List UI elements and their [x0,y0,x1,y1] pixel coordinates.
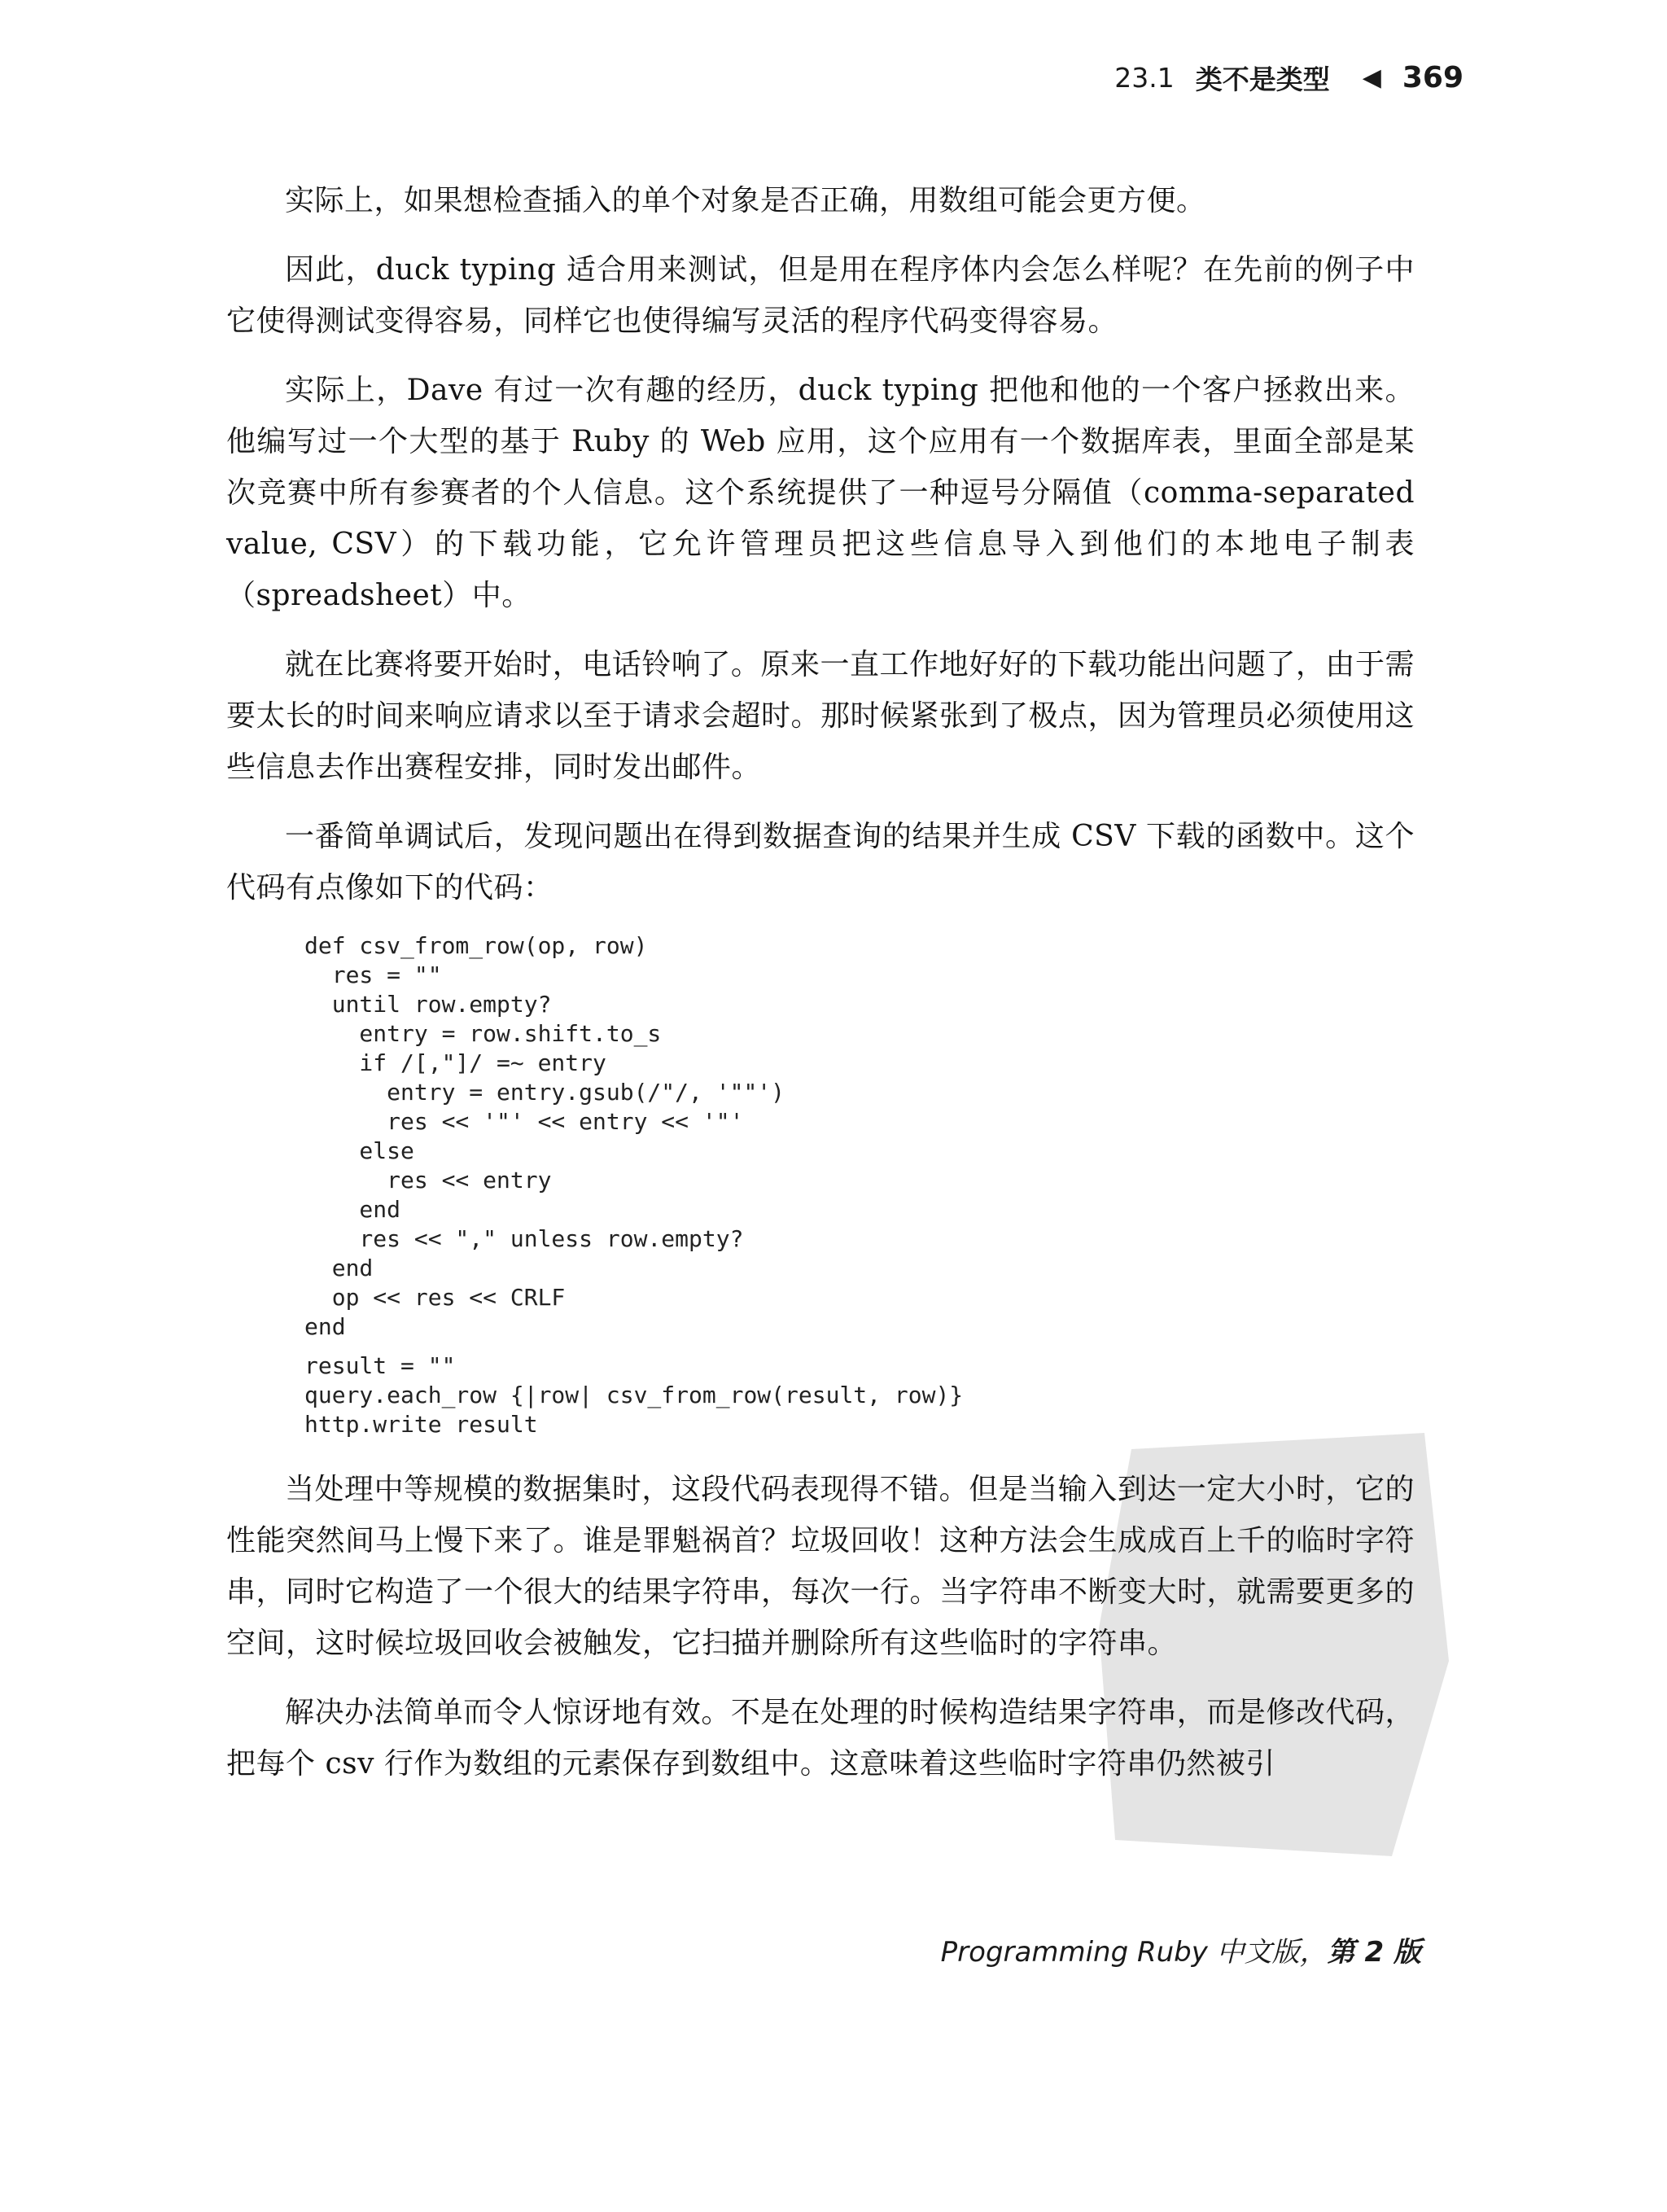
code-line: entry = entry.gsub(/"/, '""') [304,1079,785,1106]
book-edition: 第 2 版 [1327,1936,1421,1969]
code-line: until row.empty? [304,991,552,1018]
code-line: res << '"' << entry << '"' [304,1108,744,1135]
code-line: res << "," unless row.empty? [304,1225,744,1252]
code-line: end [304,1255,374,1281]
code-line: result = "" [304,1352,456,1379]
code-line: res << entry [304,1167,552,1194]
code-line: else [304,1137,414,1164]
watermark-stamp-icon [1083,1417,1465,1873]
page-footer [941,1929,1421,1969]
section-title: 类不是类型 [1195,64,1330,95]
paragraph: 就在比赛将要开始时，电话铃响了。原来一直工作地好好的下载功能出问题了，由于需要太长的时间来响应请求以至于请求会超时。那时候紧张到了极点，因为管理员必须使用这些信息去作出赛程安排，同时发出邮件。 [226,648,1415,784]
paragraph: 因此，duck typing 适合用来测试，但是用在程序体内会怎么样呢？在先前的例子中它使得测试变得容易，同样它也使得编写灵活的程序代码变得容易。 [226,253,1415,338]
paragraph: 当处理中等规模的数据集时，这段代码表现得不错。但是当输入到达一定大小时，它的性能突然间马上慢下来了。谁是罪魁祸首？垃圾回收！这种方法会生成成百上千的临时字符串，同时它构造了一个很大的结果字符串，每次一行。当字符串不断变大时，就需要更多的空间，这时候垃圾回收会被触发，它扫描并删除所有这些临时的字符串。 [226,1473,1415,1660]
code-line: entry = row.shift.to_s [304,1020,662,1047]
code-line: if /[,"]/ =~ entry [304,1049,606,1076]
page-number: 369 [1402,61,1464,94]
paragraph: 实际上，Dave 有过一次有趣的经历，duck typing 把他和他的一个客户拯救出来。他编写过一个大型的基于 Ruby 的 Web 应用，这个应用有一个数据库表，里面全部是某次竞赛中所有参赛者的个人信息。这个系统提供了一种逗号分隔值（comma-separated value, CSV）的下载功能，它允许管理员把这些信息导入到他们的本地电子制表（spreadsheet）中。 [226,374,1415,612]
code-line: http.write result [304,1411,538,1438]
code-line: res = "" [304,961,442,988]
section-number: 23.1 [1114,62,1175,94]
book-title: Programming Ruby 中文版， [940,1936,1328,1969]
code-line: end [304,1196,401,1223]
left-arrow-icon: ◀ [1362,64,1381,92]
paragraph: 实际上，如果想检查插入的单个对象是否正确，用数组可能会更方便。 [285,184,1206,217]
paragraph: 解决办法简单而令人惊讶地有效。不是在处理的时候构造结果字符串，而是修改代码，把每个 csv 行作为数组的元素保存到数组中。这意味着这些临时字符串仍然被引 [226,1696,1415,1781]
code-line: op << res << CRLF [304,1284,566,1311]
paragraph: 一番简单调试后，发现问题出在得到数据查询的结果并生成 CSV 下载的函数中。这个代码有点像如下的代码： [226,820,1415,905]
code-line: end [304,1313,346,1340]
code-line: query.each_row {|row| csv_from_row(result, row)} [304,1382,964,1408]
code-line: def csv_from_row(op, row) [304,932,648,959]
code-block [304,931,1415,1439]
page-header [1114,59,1464,97]
